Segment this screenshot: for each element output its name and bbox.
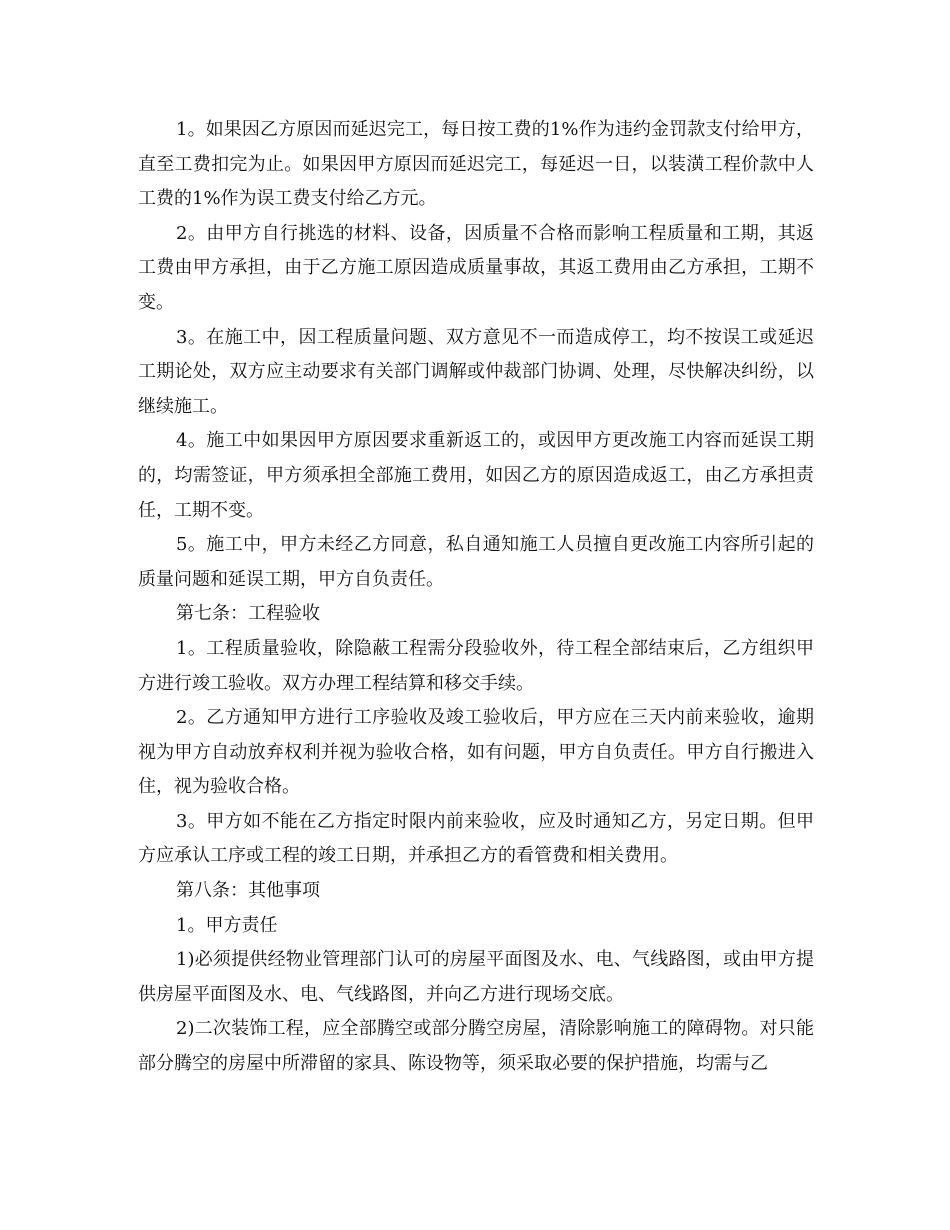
clause-paragraph: 2。乙方通知甲方进行工序验收及竣工验收后，甲方应在三天内前来验收，逾期视为甲方自动放弃权利并视为验收合格，如有问题，甲方自负责任。甲方自行搬进入住，视为验收合格。 bbox=[138, 707, 814, 798]
clause-paragraph: 2。由甲方自行挑选的材料、设备，因质量不合格而影响工程质量和工期，其返工费由甲方承担，由于乙方施工原因造成质量事故，其返工费用由乙方承担，工期不变。 bbox=[138, 222, 814, 313]
clause-paragraph: 3。在施工中，因工程质量问题、双方意见不一而造成停工，均不按误工或延迟工期论处，双方应主动要求有关部门调解或仲裁部门协调、处理，尽快解决纠纷，以继续施工。 bbox=[138, 326, 814, 417]
clause-paragraph: 1)必须提供经物业管理部门认可的房屋平面图及水、电、气线路图，或由甲方提供房屋平面图及水、电、气线路图，并向乙方进行现场交底。 bbox=[138, 949, 814, 1005]
clause-paragraph: 2)二次装饰工程，应全部腾空或部分腾空房屋，清除影响施工的障碍物。对只能部分腾空的房屋中所滞留的家具、陈设物等，须采取必要的保护措施，均需与乙 bbox=[138, 1018, 814, 1075]
clause-paragraph: 3。甲方如不能在乙方指定时限内前来验收，应及时通知乙方，另定日期。但甲方应承认工序或工程的竣工日期，并承担乙方的看管费和相关费用。 bbox=[138, 810, 814, 867]
section-heading: 1。甲方责任 bbox=[176, 914, 278, 936]
clause-paragraph: 5。施工中，甲方未经乙方同意，私自通知施工人员擅自更改施工内容所引起的质量问题和延误工期，甲方自负责任。 bbox=[138, 534, 814, 590]
article-heading: 第七条：工程验收 bbox=[176, 603, 320, 625]
clause-paragraph: 1。工程质量验收，除隐蔽工程需分段验收外，待工程全部结束后，乙方组织甲方进行竣工验收。双方办理工程结算和移交手续。 bbox=[138, 637, 814, 694]
clause-paragraph: 4。施工中如果因甲方原因要求重新返工的，或因甲方更改施工内容而延误工期的，均需签证，甲方须承担全部施工费用，如因乙方的原因造成返工，由乙方承担责任，工期不变。 bbox=[138, 430, 814, 521]
document-body bbox=[138, 113, 814, 1082]
article-heading: 第八条：其他事项 bbox=[176, 880, 320, 902]
clause-paragraph: 1。如果因乙方原因而延迟完工，每日按工费的1%作为违约金罚款支付给甲方，直至工费扣完为止。如果因甲方原因而延迟完工，每延迟一日，以装潢工程价款中人工费的1%作为误工费支付给乙方元。 bbox=[138, 119, 814, 210]
